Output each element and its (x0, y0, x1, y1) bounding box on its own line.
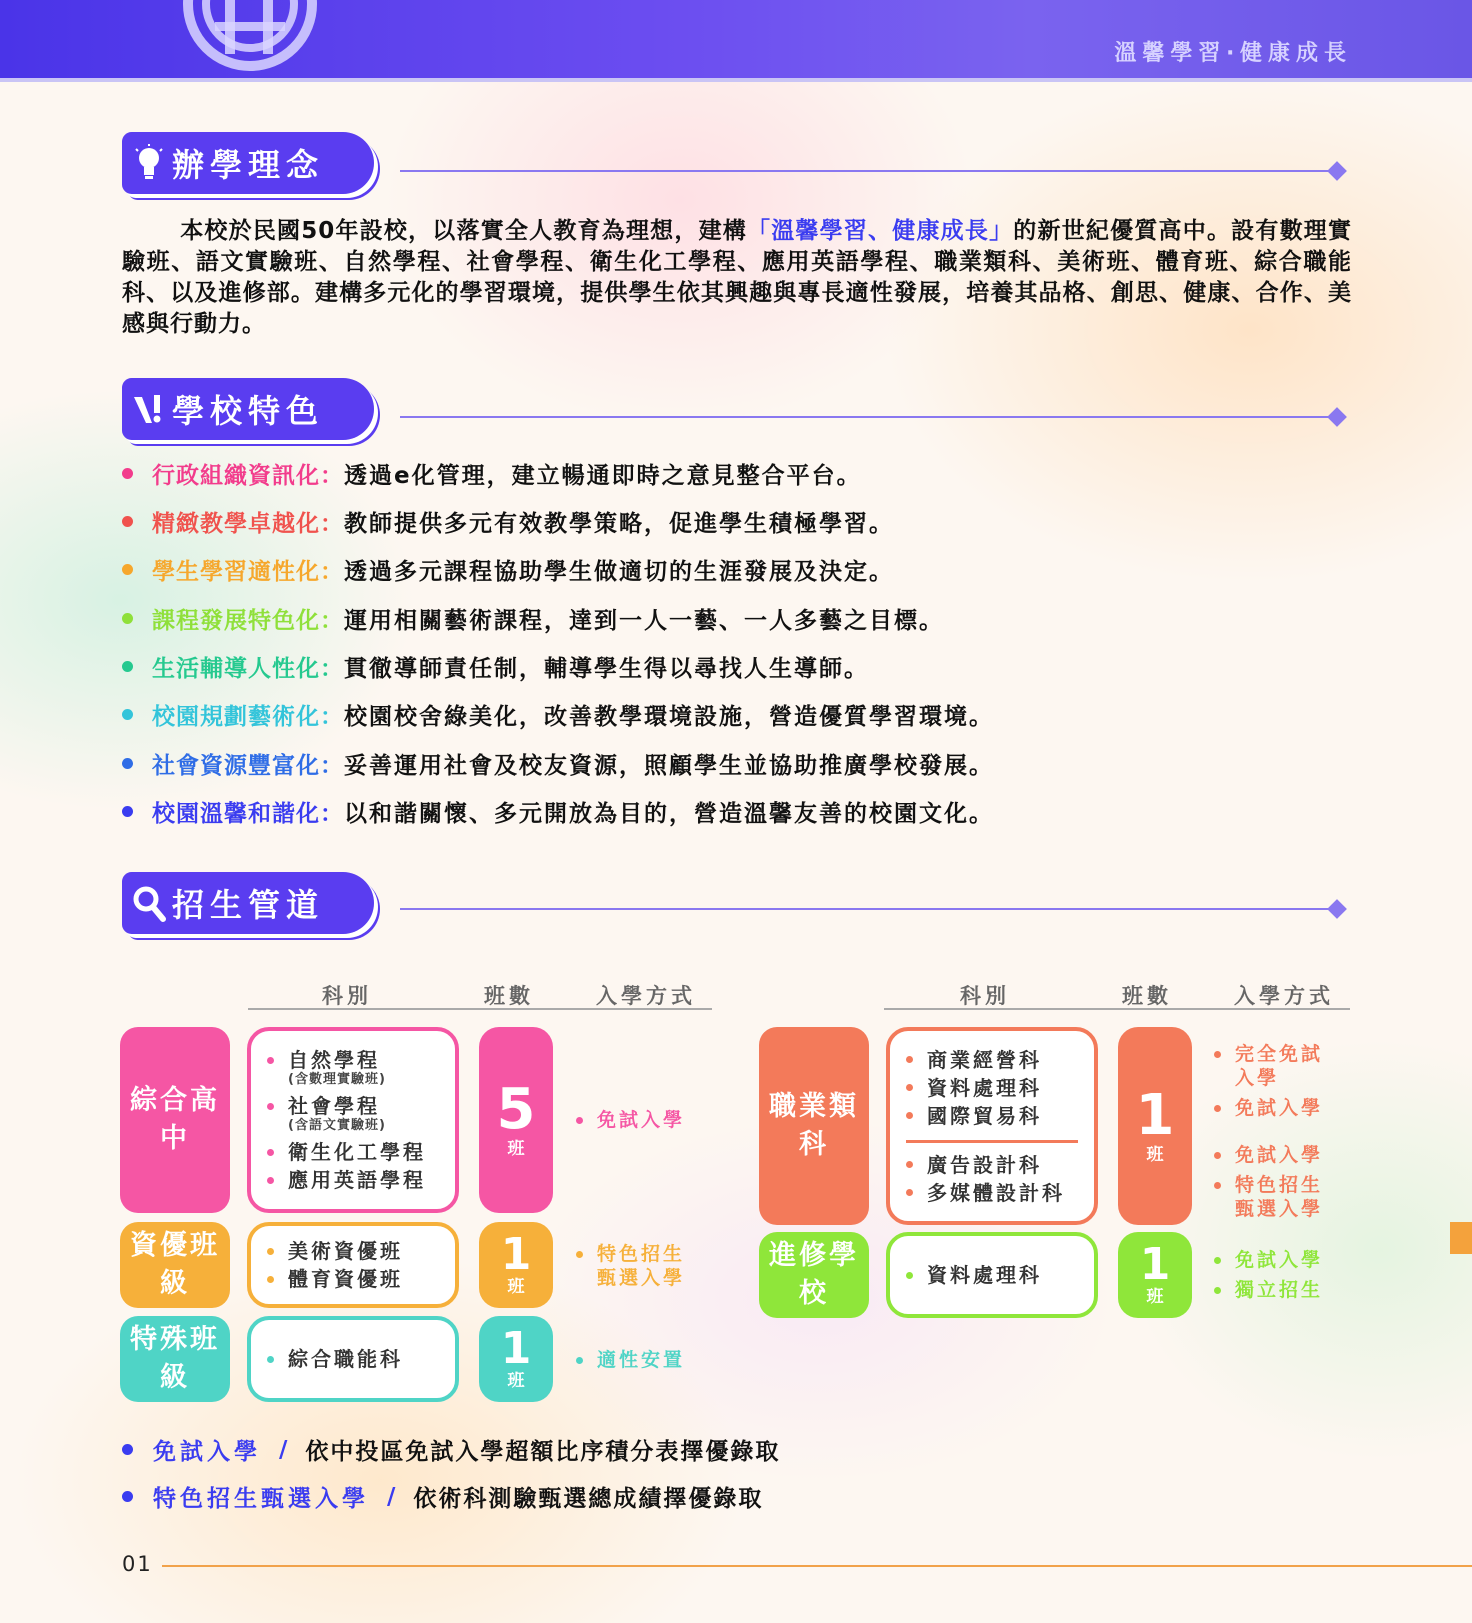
bullet-icon (267, 1149, 274, 1156)
classes-comprehensive (479, 1027, 553, 1213)
classes-vocational (1118, 1027, 1192, 1225)
header-slogan: 溫馨學習‧健康成長 (1114, 41, 1352, 66)
methods-vocational-top (1214, 1042, 1344, 1120)
subjects-gifted (247, 1222, 459, 1308)
page-number: 01 (122, 1552, 153, 1576)
subjects-continuing (886, 1232, 1098, 1318)
method-text: 免試入學 (1235, 1249, 1324, 1271)
right-header-rule (884, 1008, 1350, 1010)
subject-item (267, 1046, 439, 1074)
subject-note: (含數理實驗班) (288, 1072, 386, 1087)
note-item (122, 1480, 763, 1513)
philosophy-text-before: 本校於民國50年設校，以落實全人教育為理想，建構 (180, 218, 747, 244)
bullet-icon (1214, 1257, 1221, 1264)
right-header-classes: 班數 (1122, 984, 1172, 1008)
feature-name: 學生學習適性化： (152, 559, 344, 585)
bullet-icon (267, 1356, 274, 1363)
bullet-icon (1214, 1152, 1221, 1159)
feature-item (122, 650, 869, 683)
class-count: 1 (1139, 1239, 1171, 1290)
category-comprehensive: 綜合高中 (120, 1027, 230, 1213)
methods-vocational-bottom (1214, 1143, 1344, 1221)
feature-desc: 透過e化管理，建立暢通即時之意見整合平台。 (344, 463, 862, 489)
methods-special (576, 1348, 685, 1372)
philosophy-paragraph (122, 216, 1352, 340)
feature-desc: 妥善運用社會及校友資源，照顧學生並協助推廣學校發展。 (344, 753, 994, 779)
methods-gifted (576, 1242, 706, 1290)
subject-item (267, 1092, 439, 1120)
header-bar (0, 0, 1472, 82)
admission-title-line (400, 908, 1340, 910)
feature-name: 精緻教學卓越化： (152, 511, 344, 537)
class-unit: 班 (1146, 1287, 1164, 1307)
class-count: 1 (500, 1323, 532, 1374)
philosophy-title-badge (122, 132, 374, 194)
method-text: 免試入學 (1235, 1144, 1324, 1166)
bullet-icon (576, 1357, 583, 1364)
subject-note: (含語文實驗班) (288, 1118, 386, 1133)
subject-item (906, 1261, 1078, 1289)
category-gifted: 資優班級 (120, 1222, 230, 1308)
feature-desc: 教師提供多元有效教學策略，促進學生積極學習。 (344, 511, 894, 537)
subjects-vocational (886, 1027, 1098, 1225)
feature-item (122, 795, 994, 828)
bullet-icon (122, 661, 133, 672)
feature-desc: 校園校舍綠美化，改善教學環境設施，營造優質學習環境。 (344, 704, 994, 730)
left-header-classes: 班數 (484, 984, 534, 1008)
feature-desc: 貫徹導師責任制，輔導學生得以尋找人生導師。 (344, 656, 869, 682)
subject-divider (906, 1140, 1078, 1143)
subjects-comprehensive (247, 1027, 459, 1213)
subject-name: 社會學程 (288, 1094, 380, 1118)
class-count: 1 (500, 1229, 532, 1280)
category-vocational: 職業類科 (759, 1027, 869, 1225)
feature-name: 課程發展特色化： (152, 608, 344, 634)
method-text: 特色招生甄選入學 (1235, 1174, 1324, 1220)
subject-name: 體育資優班 (288, 1267, 403, 1291)
bullet-icon (122, 709, 133, 720)
bullet-icon (122, 1444, 133, 1455)
feature-desc: 運用相關藝術課程，達到一人一藝、一人多藝之目標。 (344, 608, 944, 634)
feature-name: 生活輔導人性化： (152, 656, 344, 682)
feature-name: 行政組織資訊化： (152, 463, 344, 489)
subject-item (267, 1345, 439, 1373)
subjects-special (247, 1316, 459, 1402)
classes-continuing (1118, 1232, 1192, 1318)
bullet-icon (267, 1276, 274, 1283)
methods-continuing (1214, 1248, 1323, 1302)
class-unit: 班 (1146, 1145, 1164, 1165)
philosophy-title: 辦學理念 (172, 146, 325, 184)
methods-comprehensive (576, 1108, 685, 1132)
feature-name: 社會資源豐富化： (152, 753, 344, 779)
subject-name: 自然學程 (288, 1048, 380, 1072)
bullet-icon (122, 1491, 133, 1502)
classes-gifted (479, 1222, 553, 1308)
subject-item (267, 1138, 439, 1166)
right-header-method: 入學方式 (1234, 984, 1334, 1008)
method-text: 完全免試入學 (1235, 1043, 1324, 1089)
bullet-icon (906, 1272, 913, 1279)
note-value: 依術科測驗甄選總成績擇優錄取 (413, 1486, 764, 1512)
footer-rule (162, 1565, 1472, 1567)
class-unit: 班 (507, 1139, 525, 1159)
admission-title-badge (122, 872, 374, 934)
bullet-icon (1214, 1182, 1221, 1189)
exclamation-v-icon (132, 389, 166, 429)
admission-title: 招生管道 (172, 886, 325, 924)
feature-desc: 以和諧關懷、多元開放為目的，營造溫馨友善的校園文化。 (344, 801, 994, 827)
feature-item (122, 747, 994, 780)
bullet-icon (122, 468, 133, 479)
bullet-icon (1214, 1051, 1221, 1058)
bullet-icon (1214, 1287, 1221, 1294)
bullet-icon (576, 1251, 583, 1258)
subject-name: 資料處理科 (927, 1075, 1042, 1100)
classes-special (479, 1316, 553, 1402)
left-header-method: 入學方式 (596, 984, 696, 1008)
note-key: 免試入學 (153, 1439, 261, 1465)
method-text: 特色招生甄選入學 (597, 1243, 686, 1289)
features-title: 學校特色 (172, 392, 325, 430)
left-header-subject: 科別 (322, 984, 372, 1008)
method-text: 免試入學 (1235, 1097, 1324, 1119)
note-item (122, 1433, 780, 1466)
bullet-icon (267, 1177, 274, 1184)
subject-name: 資料處理科 (927, 1263, 1042, 1287)
bullet-icon (906, 1112, 913, 1119)
philosophy-highlight: 「溫馨學習、健康成長」 (747, 218, 1014, 244)
subject-name: 多媒體設計科 (927, 1180, 1065, 1205)
features-title-badge (122, 378, 374, 440)
bullet-icon (906, 1189, 913, 1196)
feature-desc: 透過多元課程協助學生做適切的生涯發展及決定。 (344, 559, 894, 585)
subject-name: 美術資優班 (288, 1239, 403, 1263)
subject-name: 綜合職能科 (288, 1347, 403, 1371)
school-logo-icon (175, 0, 325, 74)
category-continuing: 進修學校 (759, 1232, 869, 1318)
subject-item (906, 1179, 1078, 1207)
bullet-icon (122, 516, 133, 527)
bullet-icon (122, 806, 133, 817)
subject-item (906, 1074, 1078, 1102)
feature-item (122, 698, 994, 731)
bullet-icon (1214, 1105, 1221, 1112)
philosophy-text-after: 的新世紀優質高中。設有數理實驗班、語文實驗班、自然學程、社會學程、衛生化工學程、應用英語學程、職業類科、美術班、體育班、綜合職能科、以及進修部。建構多元化的學習環境，提供學生依其興趣與專長適性發展，培養其品格、創思、健康、合作、美感與行動力。 (122, 218, 1353, 337)
subject-name: 衛生化工學程 (288, 1140, 426, 1164)
note-key: 特色招生甄選入學 (153, 1486, 369, 1512)
subject-name: 國際貿易科 (927, 1103, 1042, 1128)
method-text: 獨立招生 (1235, 1279, 1324, 1301)
bullet-icon (122, 613, 133, 624)
bullet-icon (576, 1117, 583, 1124)
class-unit: 班 (507, 1277, 525, 1297)
philosophy-title-line (400, 170, 1340, 172)
subject-item (906, 1102, 1078, 1130)
right-header-subject: 科別 (960, 984, 1010, 1008)
bullet-icon (906, 1056, 913, 1063)
bullet-icon (267, 1057, 274, 1064)
edge-tab (1450, 1222, 1472, 1254)
feature-item (122, 505, 894, 538)
slash-separator: / (387, 1483, 396, 1510)
class-count: 1 (1135, 1083, 1175, 1148)
subject-item (267, 1237, 439, 1265)
bullet-icon (267, 1248, 274, 1255)
subject-name: 商業經營科 (927, 1047, 1042, 1072)
bullet-icon (122, 564, 133, 575)
bullet-icon (122, 758, 133, 769)
subject-item (267, 1265, 439, 1293)
method-text: 免試入學 (597, 1109, 686, 1131)
feature-name: 校園溫馨和諧化： (152, 801, 344, 827)
class-count: 5 (496, 1077, 536, 1142)
note-value: 依中投區免試入學超額比序積分表擇優錄取 (305, 1439, 781, 1465)
class-unit: 班 (507, 1371, 525, 1391)
subject-name: 應用英語學程 (288, 1168, 426, 1192)
subject-item (906, 1046, 1078, 1074)
subject-name: 廣告設計科 (927, 1152, 1042, 1177)
subject-item (906, 1151, 1078, 1179)
bullet-icon (906, 1084, 913, 1091)
bullet-icon (906, 1161, 913, 1168)
subject-item (267, 1166, 439, 1194)
magnifier-icon (132, 883, 166, 923)
lightbulb-icon (132, 143, 166, 183)
feature-item (122, 553, 894, 586)
bullet-icon (267, 1103, 274, 1110)
category-special: 特殊班級 (120, 1316, 230, 1402)
left-header-rule (248, 1008, 712, 1010)
slash-separator: / (279, 1436, 288, 1463)
feature-item (122, 602, 944, 635)
feature-name: 校園規劃藝術化： (152, 704, 344, 730)
feature-item (122, 457, 862, 490)
method-text: 適性安置 (597, 1349, 686, 1371)
features-title-line (400, 416, 1340, 418)
